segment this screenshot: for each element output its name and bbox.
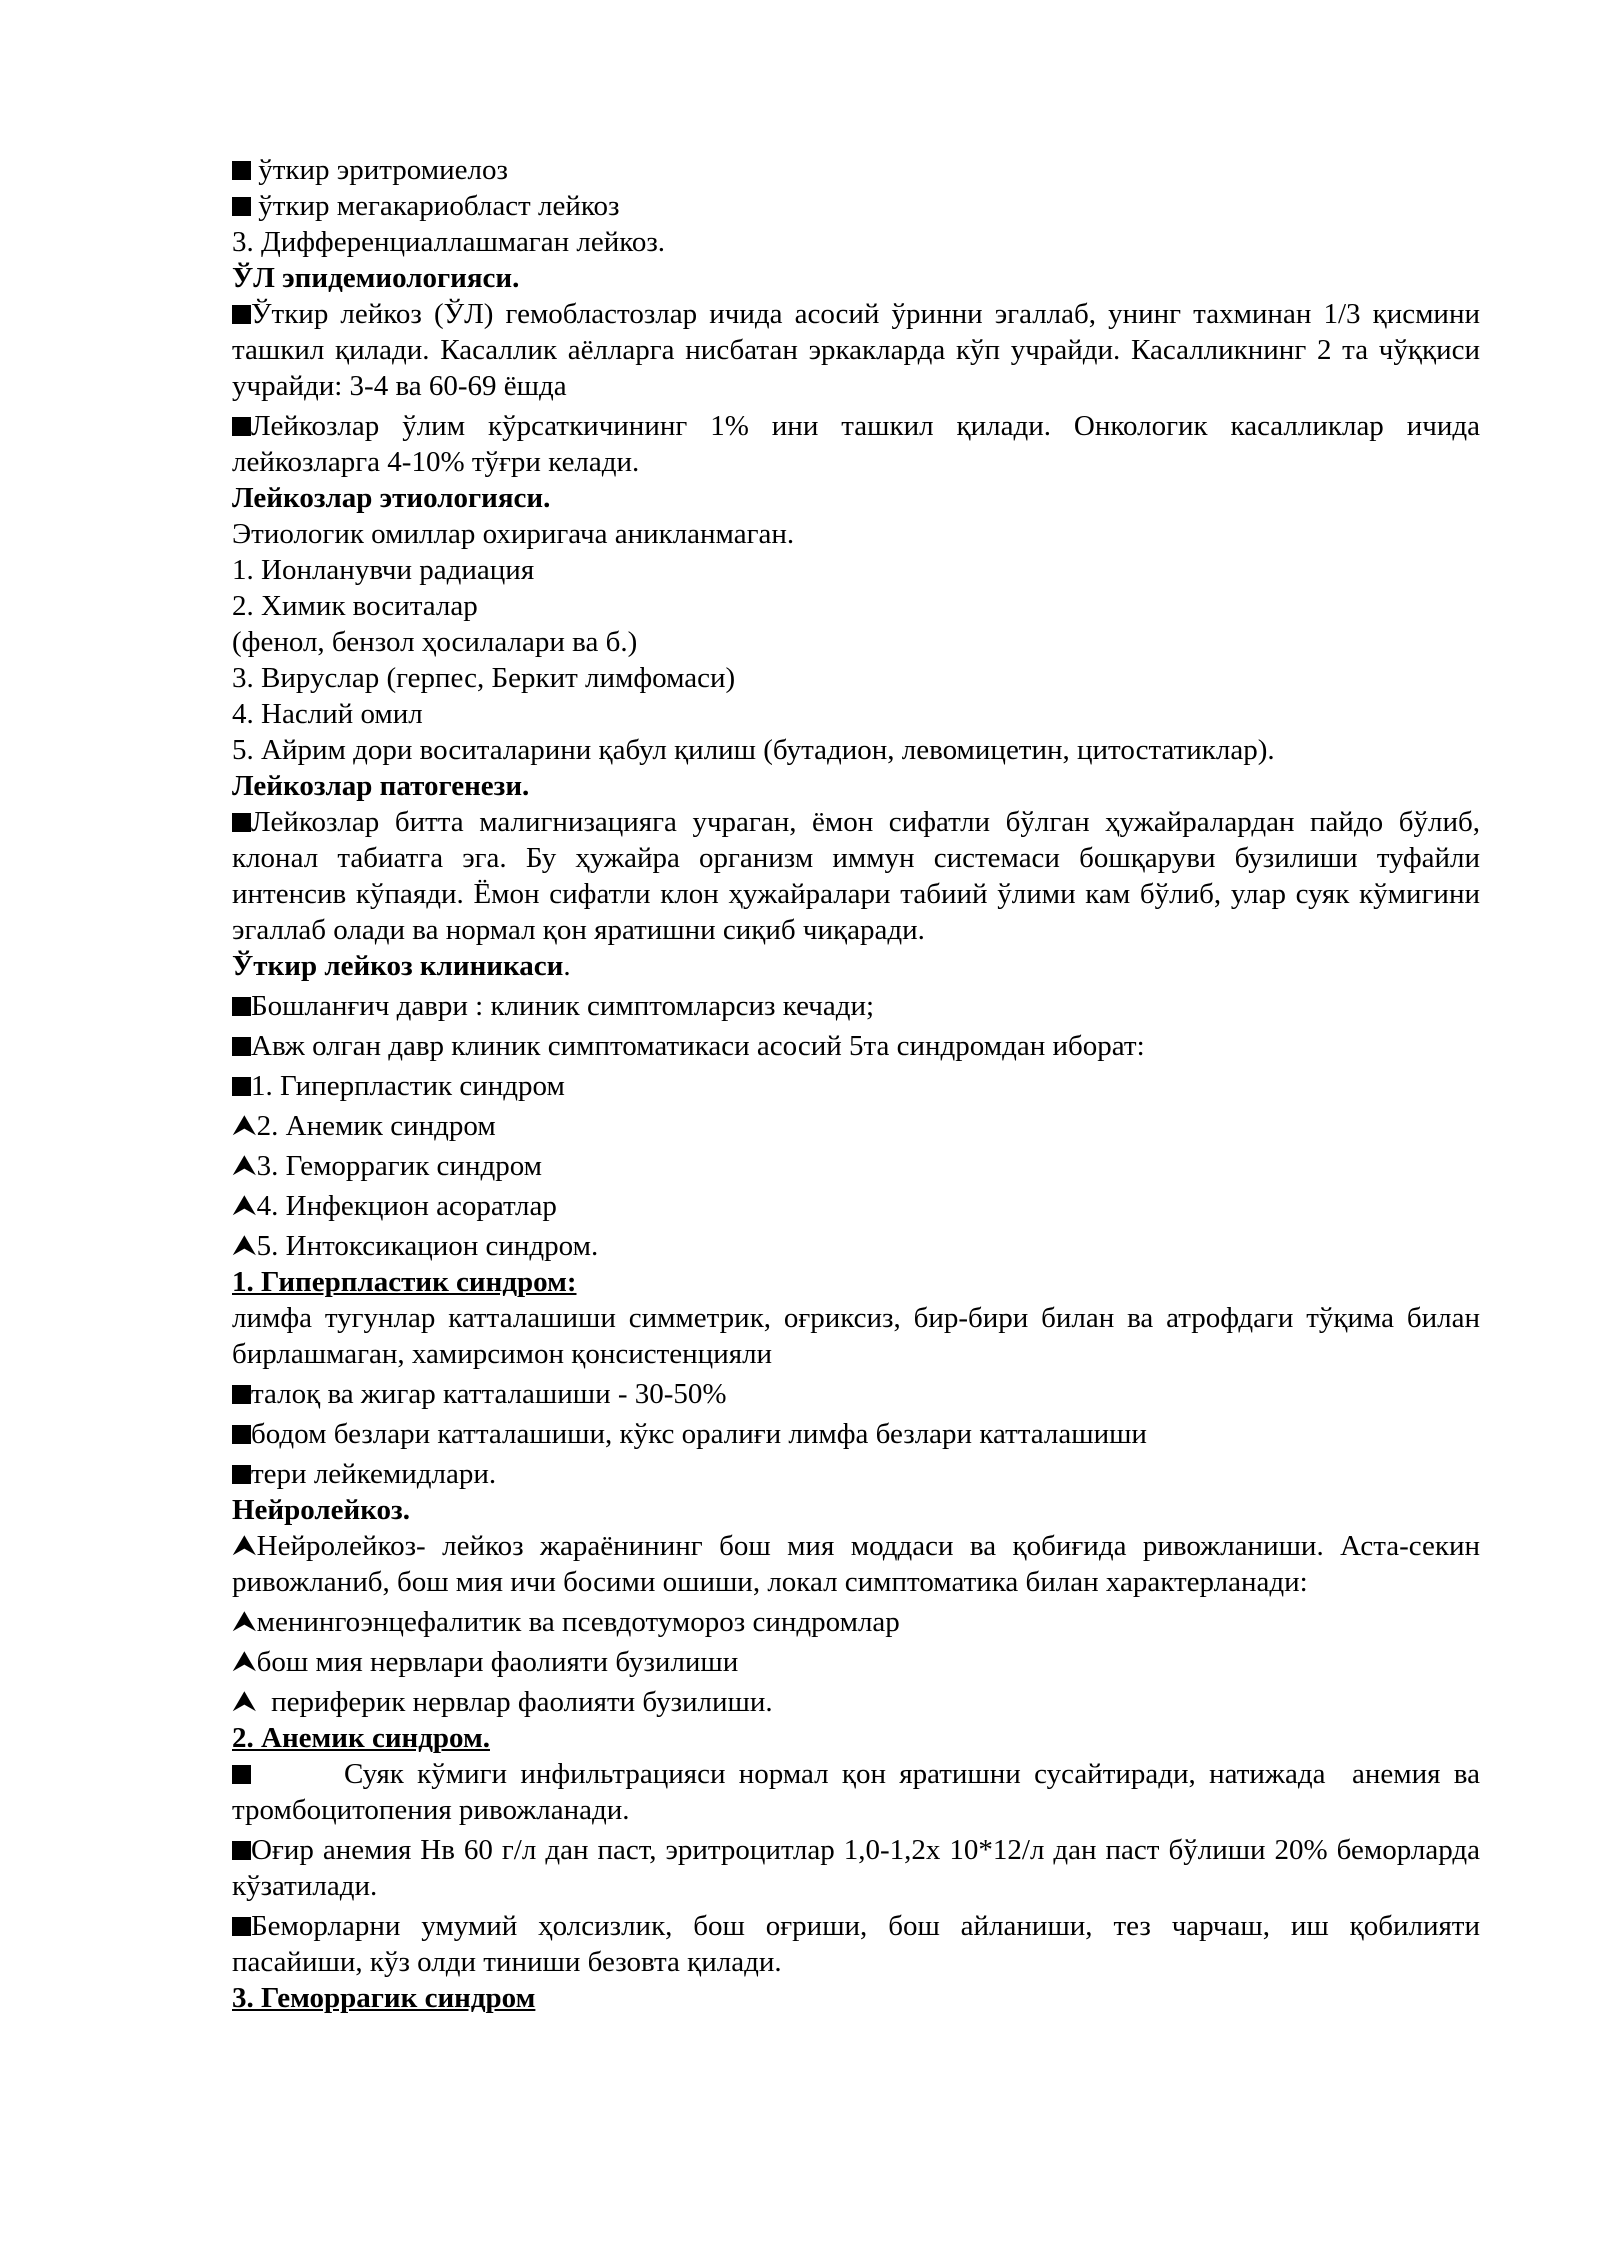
square-bullet-icon — [232, 1077, 251, 1096]
square-bullet-icon — [232, 1385, 251, 1404]
list-item — [232, 1028, 1480, 1064]
section-heading: Нейролейкоз. — [232, 1494, 410, 1526]
list-item — [232, 152, 1480, 188]
paragraph — [232, 1908, 1480, 1980]
square-bullet-icon — [232, 813, 251, 832]
line-text: 4. Инфекцион асоратлар — [256, 1190, 557, 1222]
arrowhead-bullet-icon: ⮝ — [232, 1530, 257, 1562]
list-item: (фенол, бензол ҳосилалари ва б.) — [232, 626, 638, 658]
square-bullet-icon — [232, 305, 251, 324]
paragraph-text: Суяк кўмиги инфильтрацияси нормал қон яратишни сусайтиради, натижада анемия ва тромбоцитопения ривожланади. — [232, 1758, 1488, 1826]
list-item — [232, 1108, 1480, 1144]
line-text: менингоэнцефалитик ва псевдотумороз синдромлар — [256, 1606, 900, 1638]
paragraph: лимфа тугунлар катталашиши симметрик, оғриксиз, бир-бири билан ва атрофдаги тўқима билан бирлашмаган, хамирсимон қонсистенцияли — [232, 1302, 1480, 1370]
section-heading: 1. Гиперпластик синдром: — [232, 1266, 577, 1298]
list-item — [232, 1644, 1480, 1680]
line-text: ўткир мегакариобласт лейкоз — [258, 190, 620, 222]
line-text: талоқ ва жигар катталашиши - 30-50% — [251, 1378, 727, 1410]
square-bullet-icon — [232, 197, 251, 216]
paragraph-text: Ўткир лейкоз (ЎЛ) гемобластозлар ичида асосий ўринни эгаллаб, унинг тахминан 1/3 қисмини ташкил қилади. Касаллик аёлларга нисбатан эркакларда кўп учрайди. Касалликнинг 2 та чўққиси учрайди: 3-4 ва 60-69 ёшда — [232, 298, 1480, 402]
list-item — [232, 1604, 1480, 1640]
arrowhead-bullet-icon: ⮝ — [232, 1686, 257, 1718]
list-item — [232, 1148, 1480, 1184]
arrowhead-bullet-icon: ⮝ — [232, 1190, 257, 1222]
arrowhead-bullet-icon: ⮝ — [232, 1110, 257, 1142]
paragraph-text: Беморларни умумий ҳолсизлик, бош оғриши, бош айланиши, тез чарчаш, иш қобилияти пасайиши, кўз олди тиниши безовта қилади. — [232, 1910, 1480, 1978]
list-item: 4. Наслий омил — [232, 698, 423, 730]
arrowhead-bullet-icon: ⮝ — [232, 1646, 257, 1678]
paragraph — [232, 408, 1480, 480]
line-text: 2. Анемик синдром — [256, 1110, 496, 1142]
line-text: 5. Интоксикацион синдром. — [256, 1230, 599, 1262]
list-item: 5. Айрим дори воситаларини қабул қилиш (бутадион, левомицетин, цитостатиклар). — [232, 734, 1275, 766]
list-item: 2. Химик воситалар — [232, 590, 478, 622]
paragraph — [232, 1528, 1480, 1600]
square-bullet-icon — [232, 1917, 251, 1936]
line-text: 1. Гиперпластик синдром — [251, 1070, 565, 1102]
list-item — [232, 1188, 1480, 1224]
list-item — [232, 1376, 1480, 1412]
heading-text: Ўткир лейкоз клиникаси — [232, 950, 564, 982]
list-item — [232, 188, 1480, 224]
paragraph-text: Лейкозлар ўлим кўрсаткичининг 1% ини ташкил қилади. Онкологик касалликлар ичида лейкозларга 4-10% тўғри келади. — [232, 410, 1480, 478]
list-item — [232, 1684, 1480, 1720]
paragraph-text: Оғир анемия Нв 60 г/л дан паст, эритроцитлар 1,0-1,2х 10*12/л дан паст бўлиши 20% беморларда кўзатилади. — [232, 1834, 1480, 1902]
list-item: 1. Ионланувчи радиация — [232, 554, 535, 586]
arrowhead-bullet-icon: ⮝ — [232, 1150, 257, 1182]
line-text: Авж олган давр клиник симптоматикаси асосий 5та синдромдан иборат: — [251, 1030, 1145, 1062]
list-item — [232, 988, 1480, 1024]
line-text: 3. Геморрагик синдром — [256, 1150, 543, 1182]
arrowhead-bullet-icon: ⮝ — [232, 1230, 257, 1262]
section-heading — [232, 948, 1480, 984]
square-bullet-icon — [232, 417, 251, 436]
paragraph — [232, 804, 1480, 948]
list-item — [232, 1456, 1480, 1492]
line-text: периферик нервлар фаолияти бузилиши. — [256, 1686, 773, 1718]
list-item: 3. Дифференциаллашмаган лейкоз. — [232, 226, 666, 258]
line-text: тери лейкемидлари. — [251, 1458, 497, 1490]
paragraph: Этиологик омиллар охиригача аникланмаган. — [232, 518, 795, 550]
section-heading: ЎЛ эпидемиологияси. — [232, 262, 520, 294]
list-item: 3. Вируслар (герпес, Беркит лимфомаси) — [232, 662, 736, 694]
line-text: бош мия нервлари фаолияти бузилиши — [256, 1646, 739, 1678]
section-heading: Лейкозлар этиологияси. — [232, 482, 551, 514]
line-text: бодом безлари катталашиши, кўкс оралиғи лимфа безлари катталашиши — [251, 1418, 1147, 1450]
list-item — [232, 1068, 1480, 1104]
heading-period: . — [563, 950, 571, 982]
square-bullet-icon — [232, 1765, 251, 1784]
arrowhead-bullet-icon: ⮝ — [232, 1606, 257, 1638]
line-text: Бошланғич даври : клиник симптомларсиз кечади; — [251, 990, 875, 1022]
square-bullet-icon — [232, 1841, 251, 1860]
square-bullet-icon — [232, 1037, 251, 1056]
line-text: ўткир эритромиелоз — [258, 154, 508, 186]
list-item — [232, 1416, 1480, 1452]
section-heading: 3. Геморрагик синдром — [232, 1982, 536, 2014]
square-bullet-icon — [232, 1425, 251, 1444]
square-bullet-icon — [232, 997, 251, 1016]
list-item — [232, 1228, 1480, 1264]
square-bullet-icon — [232, 1465, 251, 1484]
paragraph — [232, 296, 1480, 404]
paragraph — [232, 1756, 1488, 1828]
section-heading: Лейкозлар патогенези. — [232, 770, 530, 802]
paragraph-text: Нейролейкоз- лейкоз жараёнининг бош мия моддаси ва қобиғида ривожланиши. Аста-секин ривожланиб, бош мия ичи босими ошиши, локал симптоматика билан характерланади: — [232, 1530, 1480, 1598]
square-bullet-icon — [232, 161, 251, 180]
document-body — [232, 152, 1488, 2016]
paragraph-text: Лейкозлар битта малигнизацияга учраган, ёмон сифатли бўлган ҳужайралардан пайдо бўлиб, клонал табиатга эга. Бу ҳужайра организм иммун системаси бошқаруви бузилиши туфайли интенсив кўпаяди. Ёмон сифатли клон ҳужайралари табиий ўлими кам бўлиб, улар суяк кўмигини эгаллаб олади ва нормал қон яратишни сиқиб чиқаради. — [232, 806, 1480, 946]
section-heading: 2. Анемик синдром. — [232, 1722, 490, 1754]
paragraph — [232, 1832, 1480, 1904]
